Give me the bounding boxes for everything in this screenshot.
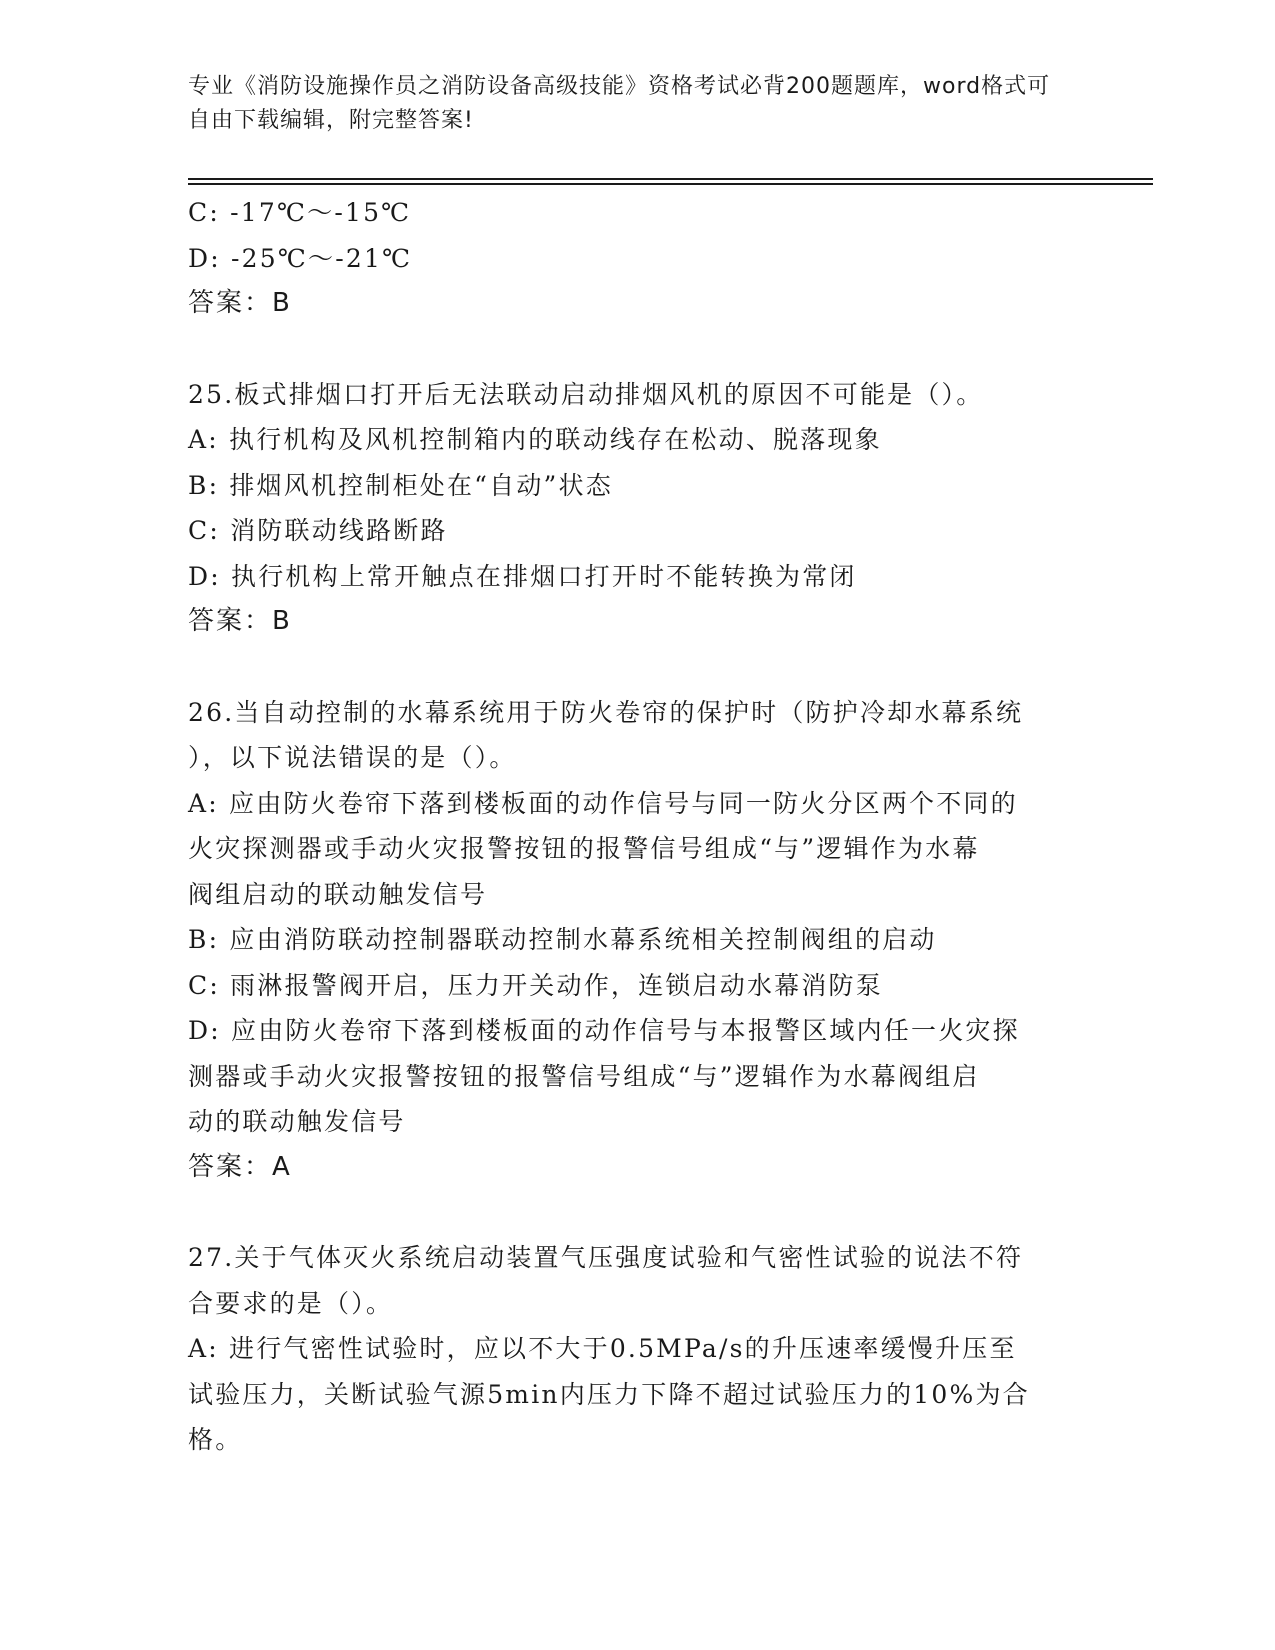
option-d-line-1: D: 应由防火卷帘下落到楼板面的动作信号与本报警区域内任一火灾探 — [188, 1016, 1020, 1045]
question-stem: 25.板式排烟口打开后无法联动启动排烟风机的原因不可能是（）。 — [188, 379, 984, 409]
option-c: C: -17℃～-15℃ — [188, 198, 412, 227]
question-24-continued — [188, 190, 1088, 327]
option-a-line-2: 试验压力，关断试验气源5min内压力下降不超过试验压力的10%为合 — [188, 1379, 1030, 1409]
header-title: 专业《消防设施操作员之消防设备高级技能》资格考试必背200题题库，word格式可自由下载编辑，附完整答案! — [188, 74, 1051, 133]
option-d: D: 执行机构上常开触点在排烟口打开时不能转换为常闭 — [188, 561, 857, 591]
option-d-line-3: 动的联动触发信号 — [188, 1107, 406, 1136]
option-a: A: 执行机构及风机控制箱内的联动线存在松动、脱落现象 — [188, 425, 882, 454]
option-b: B: 排烟风机控制柜处在“自动”状态 — [188, 470, 613, 500]
option-a-line-3: 阀组启动的联动触发信号 — [188, 879, 488, 909]
option-c: C: 消防联动线路断路 — [188, 516, 448, 545]
question-stem-line-2: ），以下说法错误的是（）。 — [188, 743, 517, 772]
question-content — [188, 190, 1088, 1463]
answer-line: 答案：A — [188, 1151, 292, 1182]
option-a-line-3: 格。 — [188, 1425, 243, 1454]
question-25 — [188, 372, 1088, 645]
option-d-line-2: 测器或手动火灾报警按钮的报警信号组成“与”逻辑作为水幕阀组启 — [188, 1061, 980, 1091]
option-a-line-1: A: 应由防火卷帘下落到楼板面的动作信号与同一防火分区两个不同的 — [188, 788, 1018, 818]
document-header — [188, 70, 1068, 138]
header-divider-bottom — [188, 183, 1153, 185]
option-a-line-2: 火灾探测器或手动火灾报警按钮的报警信号组成“与”逻辑作为水幕 — [188, 834, 980, 863]
option-a-line-1: A: 进行气密性试验时，应以不大于0.5MPa/s的升压速率缓慢升压至 — [188, 1334, 1017, 1363]
answer-line: 答案：B — [188, 288, 292, 318]
question-26 — [188, 690, 1088, 1191]
question-stem-line-1: 27.关于气体灭火系统启动装置气压强度试验和气密性试验的说法不符 — [188, 1243, 1024, 1272]
header-divider-top — [188, 178, 1153, 180]
answer-line: 答案：B — [188, 606, 292, 636]
question-stem-line-1: 26.当自动控制的水幕系统用于防火卷帘的保护时（防护冷却水幕系统 — [188, 697, 1024, 727]
option-b: B: 应由消防联动控制器联动控制水幕系统相关控制阀组的启动 — [188, 925, 937, 954]
option-d: D: -25℃～-21℃ — [188, 243, 413, 273]
question-27 — [188, 1235, 1088, 1463]
option-c: C: 雨淋报警阀开启，压力开关动作，连锁启动水幕消防泵 — [188, 970, 883, 1000]
question-stem-line-2: 合要求的是（）。 — [188, 1288, 394, 1318]
